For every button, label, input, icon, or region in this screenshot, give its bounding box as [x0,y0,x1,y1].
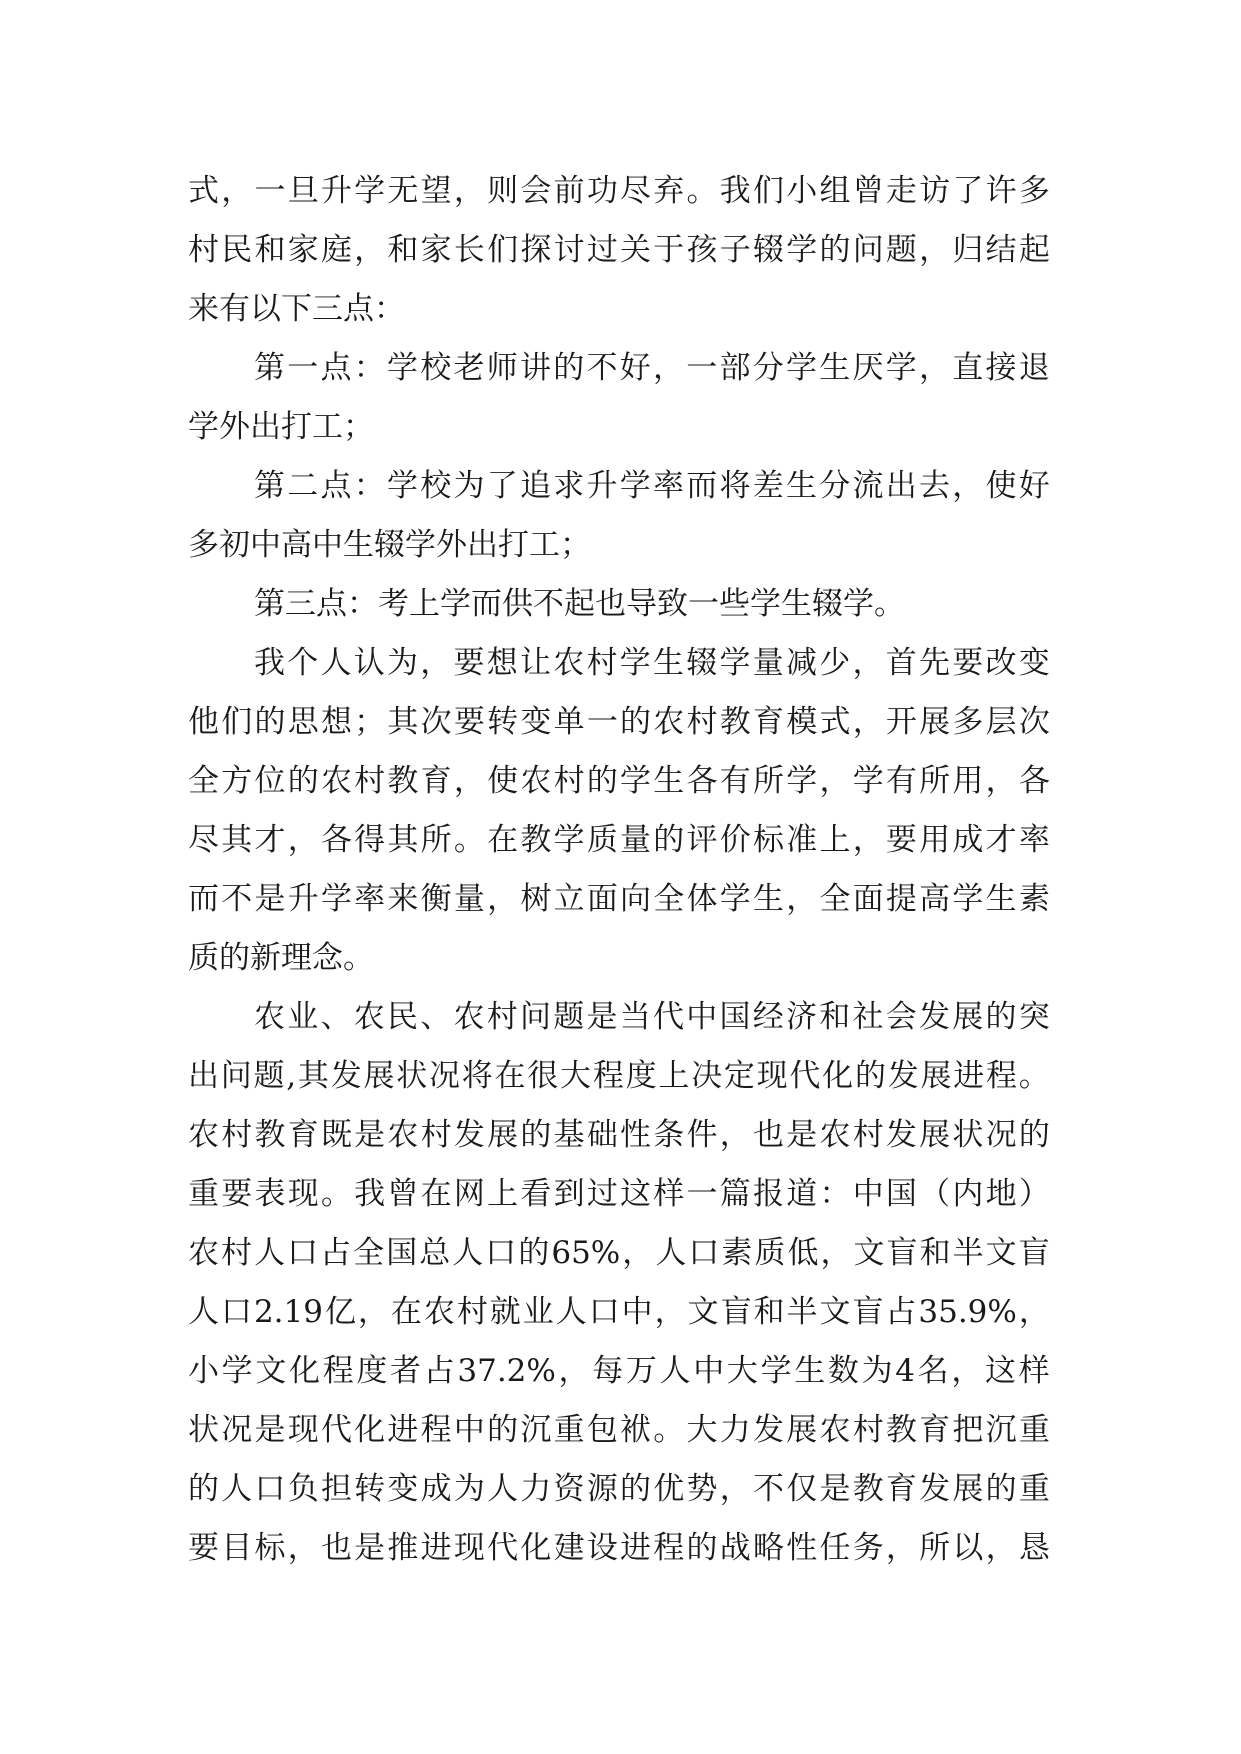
text-line: 他 们 的 思 想 ； 其 次 要 转 变 单 一 的 农 村 教 育 模 式 ， 开 展 多 层 次 [188,704,1050,740]
text-line: 我 个 人 认 为 ， 要 想 让 农 村 学 生 辍 学 量 减 少 ， 首 先 要 改 变 [254,645,1050,681]
text-line: 而 不 是 升 学 率 来 衡 量 ， 树 立 面 向 全 体 学 生 ， 全 面 提 高 学 生 素 [188,881,1050,917]
text-line: 重 要 表 现 。 我 曾 在 网 上 看 到 过 这 样 一 篇 报 道 ： 中 国 （ 内 地 ） [188,1176,1050,1212]
text-line: 农 业 、 农 民 、 农 村 问 题 是 当 代 中 国 经 济 和 社 会 发 展 的 突 [254,999,1050,1035]
text-line: 第 二 点 ： 学 校 为 了 追 求 升 学 率 而 将 差 生 分 流 出 去 ， 使 好 [254,468,1050,504]
text-line: 第 一 点 ： 学 校 老 师 讲 的 不 好 ， 一 部 分 学 生 厌 学 ， 直 接 退 [254,350,1050,386]
text-line: 质的新理念。 [188,940,374,976]
text-line: 尽 其 才 ， 各 得 其 所 。 在 教 学 质 量 的 评 价 标 准 上 ， 要 用 成 才 率 [188,822,1050,858]
text-line: 的 人 口 负 担 转 变 成 为 人 力 资 源 的 优 势 ， 不 仅 是 教 育 发 展 的 重 [188,1471,1050,1507]
text-line: 农 村 人 口 占 全 国 总 人 口 的 65% ， 人 口 素 质 低 ， 文 盲 和 半 文 盲 [188,1235,1050,1271]
text-line: 出 问 题 , 其 发 展 状 况 将 在 很 大 程 度 上 决 定 现 代 化 的 发 展 进 程 。 [188,1058,1050,1094]
text-line: 多初中高中生辍学外出打工； [188,527,591,563]
text-line: 农 村 教 育 既 是 农 村 发 展 的 基 础 性 条 件 ， 也 是 农 村 发 展 状 况 的 [188,1117,1050,1153]
text-line: 来有以下三点： [188,291,405,327]
text-line: 第三点：考上学而供不起也导致一些学生辍学。 [254,586,905,622]
text-line: 状 况 是 现 代 化 进 程 中 的 沉 重 包 袱 。 大 力 发 展 农 村 教 育 把 沉 重 [188,1412,1050,1448]
text-line: 式 ， 一 旦 升 学 无 望 ， 则 会 前 功 尽 弃 。 我 们 小 组 曾 走 访 了 许 多 [188,173,1050,209]
text-line: 学外出打工； [188,409,374,445]
text-line: 小 学 文 化 程 度 者 占 37.2% ， 每 万 人 中 大 学 生 数 为 4 名 ， 这 样 [188,1353,1050,1389]
text-line: 村 民 和 家 庭 ， 和 家 长 们 探 讨 过 关 于 孩 子 辍 学 的 问 题 ， 归 结 起 [188,232,1050,268]
text-line: 人 口 2.19 亿 ， 在 农 村 就 业 人 口 中 ， 文 盲 和 半 文 盲 占 35.9% ， [188,1294,1050,1330]
document-body [188,162,1050,1578]
text-line: 要 目 标 ， 也 是 推 进 现 代 化 建 设 进 程 的 战 略 性 任 务 ， 所 以 ， 恳 [188,1530,1050,1566]
text-line: 全 方 位 的 农 村 教 育 ， 使 农 村 的 学 生 各 有 所 学 ， 学 有 所 用 ， 各 [188,763,1050,799]
